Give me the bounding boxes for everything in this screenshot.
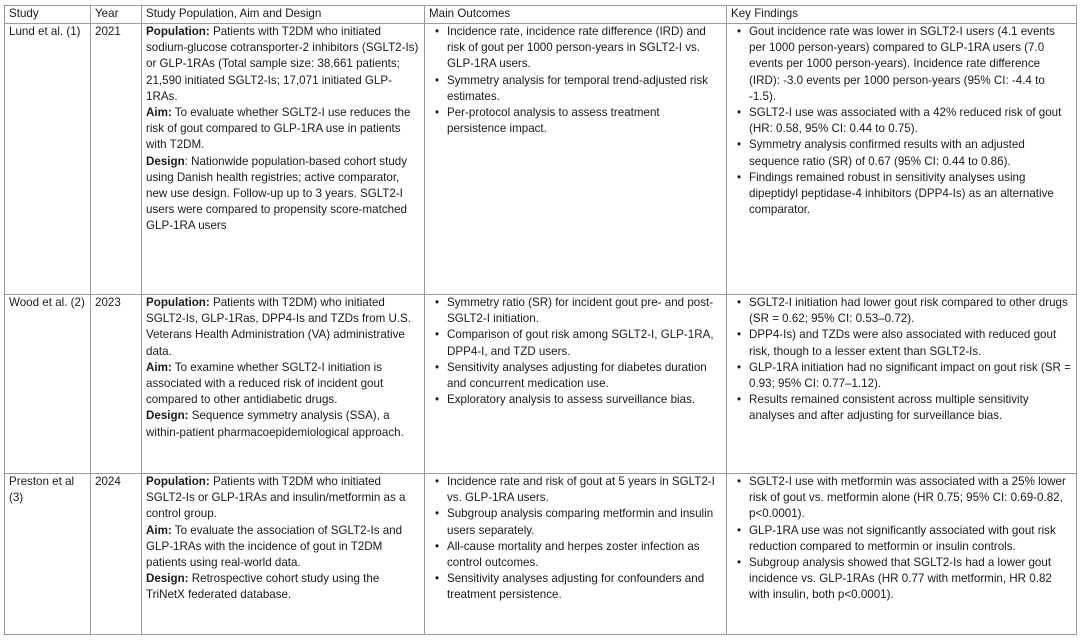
table-row [5,295,1077,474]
design-text: Retrospective cohort study using the TriNetX federated database. [146,572,380,602]
findings-cell [727,295,1077,474]
table-row [5,474,1077,635]
aim-label: Aim: [146,523,172,537]
outcome-item: • All-cause mortality and herpes zoster infection as control outcomes. [447,539,722,571]
findings-list [731,24,1072,218]
study-cell: Lund et al. (1) [5,24,91,295]
outcomes-list [429,295,722,408]
finding-item: • Gout incidence rate was lower in SGLT2-I users (4.1 events per 1000 person-years) compared to GLP-1RA users (7.0 events per 1000 person-years). Incidence rate difference (IRD): -3.0 events per 1000 person-years (95% CI: -4.4 to -1.5). [749,24,1072,105]
population-cell [142,295,425,474]
design-text: : Nationwide population-based cohort study using Danish health registries; active comparator, new use design. Follow-up up to 3 years. SGLT2-I users were compared to propensity score-matched GLP-1RA users [146,154,408,233]
aim-text: To evaluate whether SGLT2-I use reduces the risk of gout compared to GLP-1RA use in patients with T2DM. [146,106,411,152]
outcome-item: • Per-protocol analysis to assess treatment persistence impact. [447,105,722,137]
finding-item: • SGLT2-I use was associated with a 42% reduced risk of gout (HR: 0.58, 95% CI: 0.44 to 0.75). [749,105,1072,137]
population-label: Population: [146,25,210,38]
population-text: Patients with T2DM) who initiated SGLT2-Is, GLP-1Ras, DPP4-Is and TZDs from U.S. Veterans Health Administration (VA) administrative data. [146,296,412,358]
findings-cell [727,474,1077,635]
finding-item: • Subgroup analysis showed that SGLT2-Is had a lower gout incidence vs. GLP-1RAs (HR 0.77 with metformin, HR 0.82 with insulin, both p<0.0001). [749,555,1072,604]
header-findings: Key Findings [727,6,1077,24]
outcome-item: • Symmetry ratio (SR) for incident gout pre- and post-SGLT2-I initiation. [447,295,722,327]
year-cell: 2021 [91,24,142,295]
outcome-item: • Comparison of gout risk among SGLT2-I, GLP-1RA, DPP4-I, and TZD users. [447,327,722,359]
population-cell [142,474,425,635]
aim-label: Aim: [146,106,172,120]
outcome-item: • Sensitivity analyses adjusting for diabetes duration and concurrent medication use. [447,360,722,392]
design-text: Sequence symmetry analysis (SSA), a within-patient pharmacoepidemiological approach. [146,409,404,439]
population-text: Patients with T2DM who initiated SGLT2-Is or GLP-1RAs and insulin/metformin as a control group. [146,475,406,521]
table-header [5,6,1077,24]
aim-label: Aim: [146,360,172,374]
finding-item: • SGLT2-I use with metformin was associated with a 25% lower risk of gout vs. metformin alone (HR 0.75; 95% CI: 0.69-0.82, p<0.0001). [749,474,1072,523]
header-study: Study [5,6,91,24]
finding-item: • GLP-1RA initiation had no significant impact on gout risk (SR = 0.93; 95% CI: 0.77–1.12). [749,360,1072,392]
design-label: Design: [146,409,189,423]
header-year: Year [91,6,142,24]
header-population: Study Population, Aim and Design [142,6,425,24]
outcomes-list [429,474,722,604]
studies-table [4,5,1077,635]
study-cell: Wood et al. (2) [5,295,91,474]
findings-cell [727,24,1077,295]
outcome-item: • Incidence rate and risk of gout at 5 years in SGLT2-I vs. GLP-1RA users. [447,474,722,506]
population-label: Population: [146,475,210,488]
outcomes-cell [425,474,727,635]
design-label: Design [146,154,185,168]
outcome-item: • Incidence rate, incidence rate difference (IRD) and risk of gout per 1000 person-years in SGLT2-I vs. GLP-1RA users. [447,24,722,73]
header-row [5,6,1077,24]
outcomes-list [429,24,722,137]
findings-list [731,474,1072,604]
finding-item: • GLP-1RA use was not significantly associated with gout risk reduction compared to metformin or insulin controls. [749,523,1072,555]
finding-item: • Results remained consistent across multiple sensitivity analyses and after adjusting for surveillance bias. [749,392,1072,424]
outcome-item: • Subgroup analysis comparing metformin and insulin users separately. [447,506,722,538]
outcomes-cell [425,24,727,295]
aim-text: To evaluate the association of SGLT2-Is and GLP-1RAs with the incidence of gout in T2DM patients using real-world data. [146,523,403,570]
population-label: Population: [146,296,210,309]
findings-list [731,295,1072,425]
outcome-item: • Sensitivity analyses adjusting for confounders and treatment persistence. [447,571,722,603]
finding-item: • Findings remained robust in sensitivity analyses using dipeptidyl peptidase-4 inhibitors (DPP4-Is) as an alternative comparator. [749,170,1072,219]
year-cell: 2024 [91,474,142,635]
finding-item: • Symmetry analysis confirmed results with an adjusted sequence ratio (SR) of 0.67 (95% CI: 0.44 to 0.86). [749,137,1072,169]
population-cell [142,24,425,295]
population-text: Patients with T2DM who initiated sodium-glucose cotransporter-2 inhibitors (SGLT2-Is) or GLP-1RAs (Total sample size: 38,661 patients; 21,590 initiated SGLT2-Is; 17,071 initiated GLP-1RAs. [146,25,419,103]
design-label: Design: [146,572,189,586]
finding-item: • SGLT2-I initiation had lower gout risk compared to other drugs (SR = 0.62; 95% CI: 0.53–0.72). [749,295,1072,327]
study-cell: Preston et al (3) [5,474,91,635]
header-outcomes: Main Outcomes [425,6,727,24]
outcome-item: • Symmetry analysis for temporal trend-adjusted risk estimates. [447,73,722,105]
outcomes-cell [425,295,727,474]
table-row [5,24,1077,295]
aim-text: To examine whether SGLT2-I initiation is associated with a reduced risk of incident gout compared to other antidiabetic drugs. [146,360,384,407]
year-cell: 2023 [91,295,142,474]
outcome-item: • Exploratory analysis to assess surveillance bias. [447,392,722,408]
finding-item: • DPP4-Is) and TZDs were also associated with reduced gout risk, though to a lesser extent than SGLT2-Is. [749,327,1072,359]
